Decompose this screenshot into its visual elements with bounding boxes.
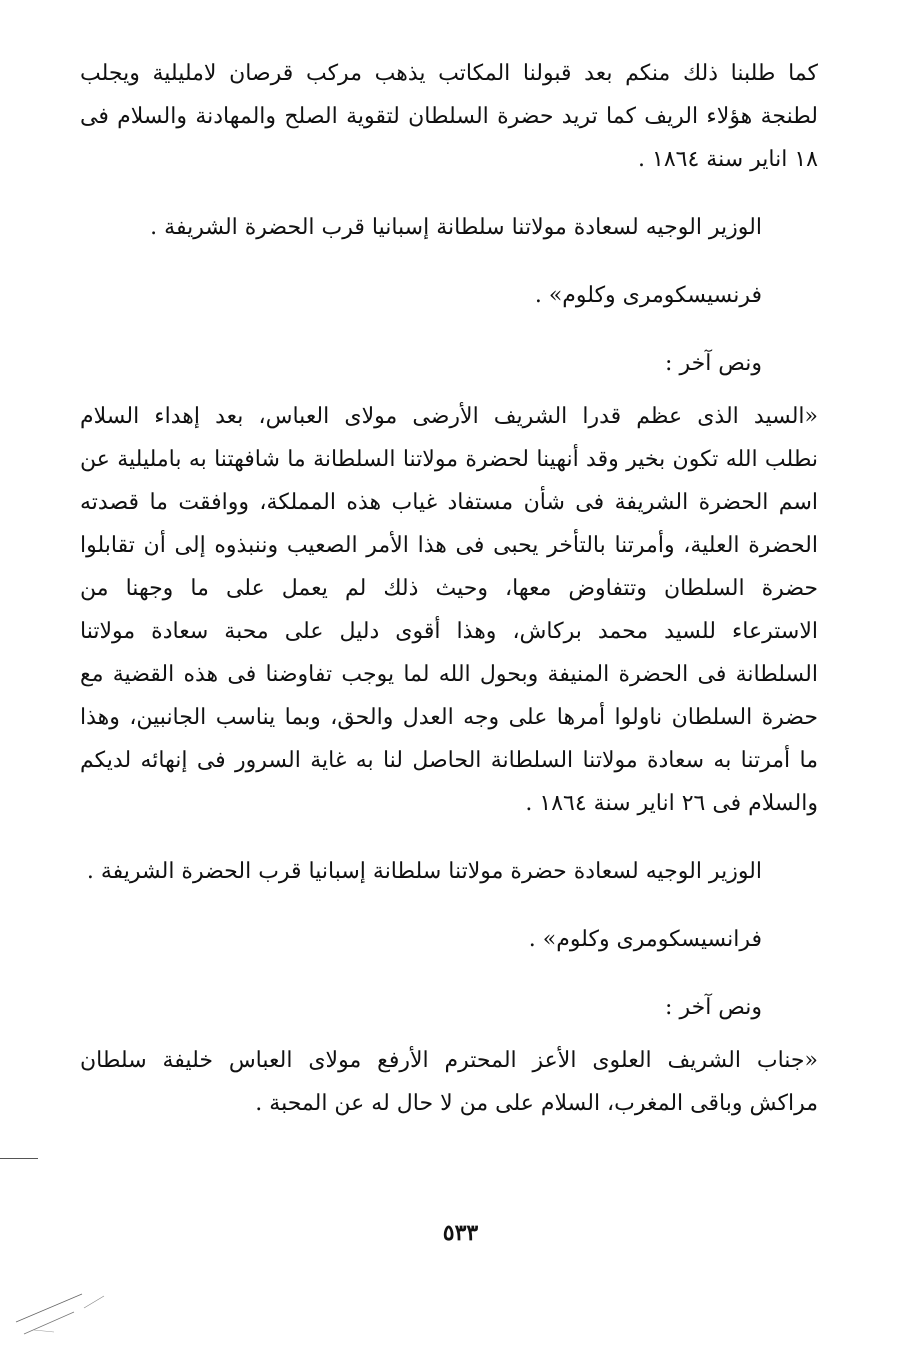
paragraph xyxy=(80,52,818,181)
signature-name: فرانسيسكومرى وكلوم» . xyxy=(528,927,762,952)
text-line: حضرة السلطان ناولوا أمرها على وجه العدل والحق، وبما يناسب الجانبين، وهذا xyxy=(80,705,818,730)
text-line: ما أمرتنا به سعادة مولاتنا السلطانة الحاصل لنا به غاية السرور فى إنهائه لديكم xyxy=(80,748,818,773)
signature-title: الوزير الوجيه لسعادة مولاتنا سلطانة إسبانيا قرب الحضرة الشريفة . xyxy=(150,215,762,240)
text-line: «السيد الذى عظم قدرا الشريف الأرضى مولاى العباس، بعد إهداء السلام xyxy=(80,404,818,429)
scan-marks-icon xyxy=(14,1282,114,1342)
signature-title: الوزير الوجيه لسعادة حضرة مولاتنا سلطانة إسبانيا قرب الحضرة الشريفة . xyxy=(86,859,762,884)
text-line: حضرة السلطان وتتفاوض معها، وحيث ذلك لم يعمل على ما وجهنا من xyxy=(80,576,818,601)
section-heading: ونص آخر : xyxy=(665,995,762,1020)
paragraph xyxy=(80,1039,818,1125)
text-line: الاسترعاء للسيد محمد بركاش، وهذا أقوى دليل على محبة سعادة مولاتنا xyxy=(80,619,818,644)
text-line: لطنجة هؤلاء الريف كما تريد حضرة السلطان لتقوية الصلح والمهادنة والسلام فى xyxy=(80,104,818,129)
text-line: كما طلبنا ذلك منكم بعد قبولنا المكاتب يذهب مركب قرصان لامليلية ويجلب xyxy=(80,61,818,86)
page-number: ٥٣٣ xyxy=(442,1220,479,1246)
section-heading: ونص آخر : xyxy=(665,351,762,376)
paragraph xyxy=(80,395,818,825)
signature-name: فرنسيسكومرى وكلوم» . xyxy=(534,283,762,308)
body-text xyxy=(80,52,818,1125)
text-line: نطلب الله تكون بخير وقد أنهينا لحضرة مولاتنا السلطانة ما شافهتنا به بامليلية عن xyxy=(80,447,818,472)
text-line: «جناب الشريف العلوى الأعز المحترم الأرفع مولاى العباس خليفة سلطان xyxy=(80,1048,818,1073)
text-line: الحضرة العلية، وأمرتنا بالتأخر يحبى فى هذا الأمر الصعيب وننبذوه إلى أن تقابلوا xyxy=(80,533,818,558)
text-line: السلطانة فى الحضرة المنيفة وبحول الله لما يوجب تفاوضنا فى هذه القضية مع xyxy=(80,662,818,687)
text-line: ١٨ اناير سنة ١٨٦٤ . xyxy=(638,147,818,172)
text-line: اسم الحضرة الشريفة فى شأن مستفاد غياب هذه المملكة، ووافقت ما قصدته xyxy=(80,490,818,515)
text-line: والسلام فى ٢٦ اناير سنة ١٨٦٤ . xyxy=(525,791,818,816)
text-line: مراكش وباقى المغرب، السلام على من لا حال له عن المحبة . xyxy=(255,1091,818,1116)
margin-rule xyxy=(0,1158,38,1159)
